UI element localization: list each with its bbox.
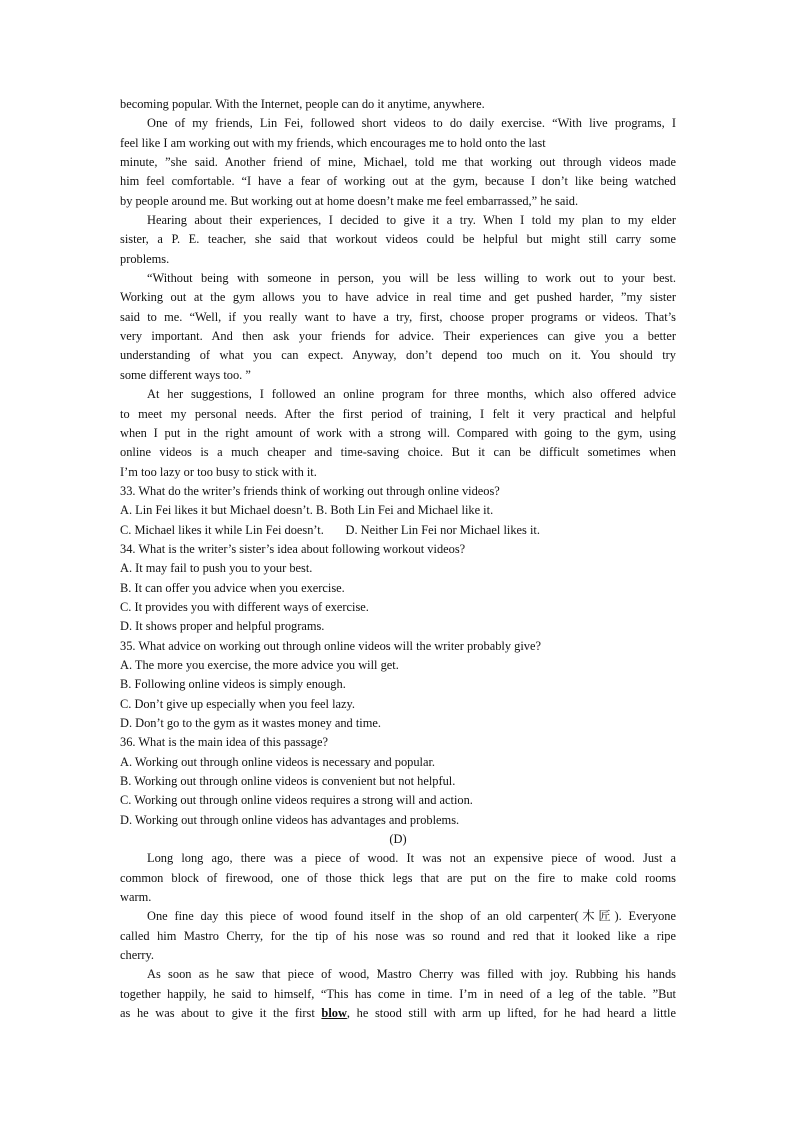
passage-line: cherry. bbox=[120, 948, 154, 963]
passage-line: As soon as he saw that piece of wood, Mastro Cherry was filled with joy. Rubbing his hands bbox=[147, 967, 676, 982]
question-stem: 35. What advice on working out through online videos will the writer probably give? bbox=[120, 638, 541, 653]
answer-option: D. It shows proper and helpful programs. bbox=[120, 619, 325, 634]
passage-line: One fine day this piece of wood found itself in the shop of an old carpenter(木匠). Everyone bbox=[147, 909, 676, 924]
answer-option: C. Michael likes it while Lin Fei doesn’t. D. Neither Lin Fei nor Michael likes it. bbox=[120, 522, 540, 537]
highlighted-word: blow bbox=[321, 1006, 347, 1021]
section-heading: (D) bbox=[389, 832, 407, 847]
answer-option: C. Don’t give up especially when you feel lazy. bbox=[120, 696, 356, 711]
passage-line: becoming popular. With the Internet, people can do it anytime, anywhere. bbox=[120, 97, 485, 111]
passage-line: said to me. “Well, if you really want to have a try, first, choose proper programs or videos. That’s bbox=[120, 309, 676, 324]
passage-line: warm. bbox=[120, 890, 152, 905]
answer-option: A. Lin Fei likes it but Michael doesn’t. B. Both Lin Fei and Michael like it. bbox=[120, 503, 494, 518]
passage-line: minute, ”she said. Another friend of mine, Michael, told me that working out through videos made bbox=[120, 155, 676, 170]
answer-option: B. Following online videos is simply enough. bbox=[120, 677, 346, 692]
answer-option: B. Working out through online videos is convenient but not helpful. bbox=[120, 774, 456, 789]
question-stem: 34. What is the writer’s sister’s idea about following workout videos? bbox=[120, 541, 466, 556]
question-stem: 36. What is the main idea of this passage? bbox=[120, 735, 328, 750]
passage-line: I’m too lazy or too busy to stick with it. bbox=[120, 464, 317, 479]
passage-line: to meet my personal needs. After the first period of training, I felt it very practical and helpful bbox=[120, 406, 676, 421]
question-stem: 33. What do the writer’s friends think of working out through online videos? bbox=[120, 483, 500, 498]
passage-line: sister, a P. E. teacher, she said that workout videos could be helpful but might still carry some bbox=[120, 232, 676, 247]
passage-line: together happily, he said to himself, “This has come in time. I’m in need of a leg of the table. ”But bbox=[120, 986, 676, 1001]
passage-line: “Without being with someone in person, you will be less willing to work out to your best. bbox=[147, 271, 676, 286]
passage-line: One of my friends, Lin Fei, followed short videos to do daily exercise. “With live programs, I bbox=[147, 116, 676, 131]
passage-line: Working out at the gym allows you to have advice in real time and get pushed harder, ”my sister bbox=[120, 290, 676, 305]
answer-option: C. Working out through online videos requires a strong will and action. bbox=[120, 793, 473, 808]
text-column bbox=[120, 95, 676, 1024]
passage-line: problems. bbox=[120, 251, 170, 266]
passage-line: online videos is a much cheaper and time-saving choice. But it can be difficult sometimes when bbox=[120, 445, 676, 460]
passage-line: called him Mastro Cherry, for the tip of his nose was so round and red that it looked like a ripe bbox=[120, 928, 676, 943]
passage-line: feel like I am working out with my friends, which encourages me to hold onto the last bbox=[120, 135, 546, 150]
passage-line: when I put in the right amount of work with a strong will. Compared with going to the gym, using bbox=[120, 425, 676, 440]
answer-option: A. The more you exercise, the more advice you will get. bbox=[120, 657, 399, 672]
passage-line: common block of firewood, one of those thick legs that are put on the fire to make cold rooms bbox=[120, 870, 676, 885]
passage-line: Hearing about their experiences, I decided to give it a try. When I told my plan to my elder bbox=[147, 213, 676, 228]
answer-option: D. Don’t go to the gym as it wastes money and time. bbox=[120, 716, 381, 730]
line-text: as he was about to give it the first bbox=[120, 1006, 322, 1021]
answer-option: C. It provides you with different ways of exercise. bbox=[120, 599, 369, 614]
passage-line bbox=[120, 1004, 676, 1023]
passage-line: by people around me. But working out at home doesn’t make me feel embarrassed,” he said. bbox=[120, 193, 579, 208]
answer-option: A. It may fail to push you to your best. bbox=[120, 561, 313, 576]
answer-option: A. Working out through online videos is necessary and popular. bbox=[120, 754, 436, 769]
passage-line: At her suggestions, I followed an online program for three months, which also offered advice bbox=[147, 387, 676, 402]
answer-option: B. It can offer you advice when you exercise. bbox=[120, 580, 345, 595]
passage-line: some different ways too. ” bbox=[120, 367, 251, 382]
passage-line: very important. And then ask your friends for advice. Their experiences can give you a better bbox=[120, 329, 676, 344]
line-text: , he stood still with arm up lifted, for he had heard a little bbox=[346, 1006, 676, 1021]
answer-option: D. Working out through online videos has advantages and problems. bbox=[120, 812, 460, 827]
passage-line: him feel comfortable. “I have a fear of working out at the gym, because I don’t like being watched bbox=[120, 174, 676, 189]
passage-line: understanding of what you can expect. Anyway, don’t depend too much on it. You should try bbox=[120, 348, 676, 363]
passage-line: Long long ago, there was a piece of wood. It was not an expensive piece of wood. Just a bbox=[147, 851, 676, 866]
